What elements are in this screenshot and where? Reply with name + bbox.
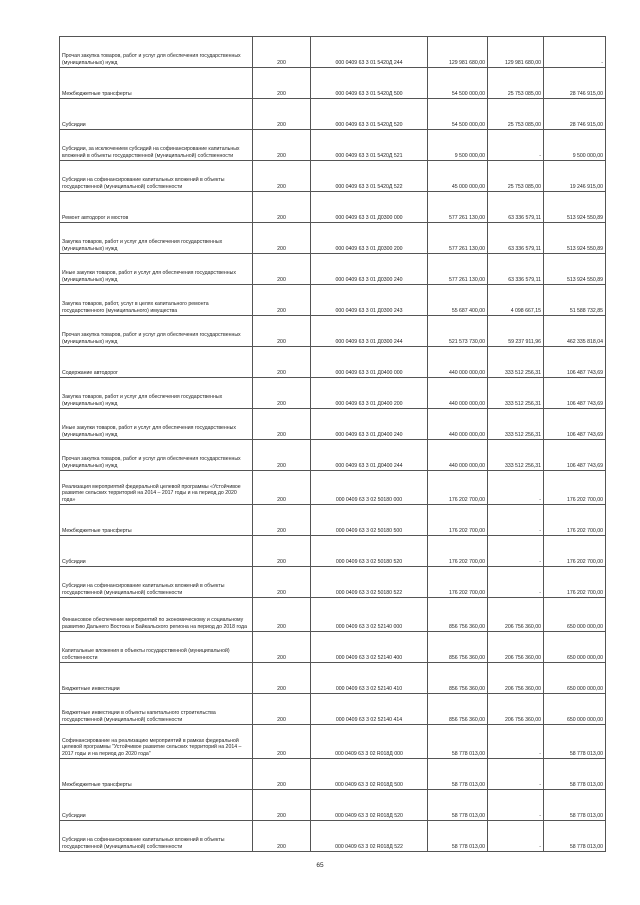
row-name: Закупка товаров, работ и услуг для обеспечения государственных (муниципальных) нужд [60,223,253,254]
row-unexecuted-amount: 58 778 013,00 [544,790,606,821]
row-code: 200 [253,471,311,505]
row-name: Бюджетные инвестиции [60,663,253,694]
table-row [60,347,606,378]
row-name: Софинансирование на реализацию мероприятий в рамках федеральной целевой программы "Устойчивое развитие сельских территорий на 2014 – 2017 годы и на период до 2020 года" [60,725,253,759]
table-row [60,790,606,821]
table-row [60,378,606,409]
table-row [60,505,606,536]
row-code: 200 [253,821,311,852]
row-approved-amount: 58 778 013,00 [428,821,488,852]
table-body [60,37,606,852]
table-row [60,725,606,759]
table-row [60,316,606,347]
row-classification-code: 000 0409 63 3 02 52140 414 [311,694,428,725]
row-executed-amount: - [488,790,544,821]
row-executed-amount: 333 512 256,31 [488,347,544,378]
row-approved-amount: 856 756 360,00 [428,694,488,725]
row-name: Прочая закупка товаров, работ и услуг для обеспечения государственных (муниципальных) нужд [60,316,253,347]
row-approved-amount: 54 500 000,00 [428,99,488,130]
row-unexecuted-amount: 650 000 000,00 [544,663,606,694]
row-executed-amount: - [488,536,544,567]
row-classification-code: 000 0409 63 3 02 R018Д 000 [311,725,428,759]
page-number: 65 [316,862,324,869]
row-name: Бюджетные инвестиции в объекты капитального строительства государственной (муниципальной) собственности [60,694,253,725]
row-executed-amount: - [488,505,544,536]
row-classification-code: 000 0409 63 3 01 Д0400 000 [311,347,428,378]
row-approved-amount: 58 778 013,00 [428,790,488,821]
row-code: 200 [253,223,311,254]
row-code: 200 [253,161,311,192]
row-executed-amount: 206 756 360,00 [488,663,544,694]
row-executed-amount: 25 753 085,00 [488,161,544,192]
row-executed-amount: 63 336 579,11 [488,192,544,223]
table-row [60,759,606,790]
row-approved-amount: 440 000 000,00 [428,440,488,471]
row-approved-amount: 440 000 000,00 [428,409,488,440]
row-classification-code: 000 0409 63 3 01 5420Д 521 [311,130,428,161]
row-code: 200 [253,316,311,347]
row-code: 200 [253,37,311,68]
row-code: 200 [253,567,311,598]
row-approved-amount: 577 261 130,00 [428,254,488,285]
row-classification-code: 000 0409 63 3 01 Д0300 200 [311,223,428,254]
row-approved-amount: 856 756 360,00 [428,598,488,632]
table-row [60,254,606,285]
budget-execution-table [59,36,606,852]
row-approved-amount: 9 500 000,00 [428,130,488,161]
row-code: 200 [253,759,311,790]
row-code: 200 [253,192,311,223]
row-executed-amount: - [488,759,544,790]
row-unexecuted-amount: 58 778 013,00 [544,759,606,790]
row-code: 200 [253,663,311,694]
row-approved-amount: 176 202 700,00 [428,567,488,598]
row-approved-amount: 176 202 700,00 [428,536,488,567]
row-executed-amount: 206 756 360,00 [488,598,544,632]
row-executed-amount: 63 336 579,11 [488,223,544,254]
row-name: Капитальные вложения в объекты государственной (муниципальной) собственности [60,632,253,663]
row-approved-amount: 440 000 000,00 [428,347,488,378]
row-code: 200 [253,598,311,632]
row-code: 200 [253,254,311,285]
row-classification-code: 000 0409 63 3 02 R018Д 500 [311,759,428,790]
row-classification-code: 000 0409 63 3 01 Д0300 000 [311,192,428,223]
row-unexecuted-amount: 19 246 915,00 [544,161,606,192]
row-code: 200 [253,440,311,471]
row-approved-amount: 45 000 000,00 [428,161,488,192]
row-code: 200 [253,347,311,378]
row-name: Финансовое обеспечение мероприятий по экономическому и социальному развитию Дальнего Востока и Байкальского региона на период до 2018 года [60,598,253,632]
row-approved-amount: 577 261 130,00 [428,192,488,223]
row-unexecuted-amount: 28 746 915,00 [544,99,606,130]
row-approved-amount: 58 778 013,00 [428,759,488,790]
row-executed-amount: 59 237 911,96 [488,316,544,347]
table-row [60,37,606,68]
row-executed-amount: 333 512 256,31 [488,409,544,440]
row-unexecuted-amount: 650 000 000,00 [544,694,606,725]
row-code: 200 [253,378,311,409]
row-approved-amount: 577 261 130,00 [428,223,488,254]
table-row [60,821,606,852]
row-executed-amount: 4 098 667,15 [488,285,544,316]
row-code: 200 [253,130,311,161]
row-unexecuted-amount: 51 588 732,85 [544,285,606,316]
row-classification-code: 000 0409 63 3 02 52140 400 [311,632,428,663]
row-name: Иные закупки товаров, работ и услуг для обеспечения государственных (муниципальных) нужд [60,254,253,285]
row-code: 200 [253,409,311,440]
row-code: 200 [253,68,311,99]
row-name: Субсидии [60,99,253,130]
row-unexecuted-amount: 513 924 550,89 [544,254,606,285]
table-row [60,632,606,663]
table-row [60,567,606,598]
row-unexecuted-amount: 176 202 700,00 [544,505,606,536]
row-executed-amount: 63 336 579,11 [488,254,544,285]
row-unexecuted-amount: 28 746 915,00 [544,68,606,99]
row-unexecuted-amount: 462 335 818,04 [544,316,606,347]
row-unexecuted-amount: 58 778 013,00 [544,821,606,852]
row-classification-code: 000 0409 63 3 01 Д0300 240 [311,254,428,285]
row-executed-amount: - [488,567,544,598]
row-unexecuted-amount: 650 000 000,00 [544,632,606,663]
table-row [60,409,606,440]
row-classification-code: 000 0409 63 3 02 50180 500 [311,505,428,536]
table-row [60,536,606,567]
row-executed-amount: 333 512 256,31 [488,440,544,471]
row-classification-code: 000 0409 63 3 01 5420Д 500 [311,68,428,99]
row-classification-code: 000 0409 63 3 01 5420Д 522 [311,161,428,192]
row-name: Межбюджетные трансферты [60,68,253,99]
row-name: Ремонт автодорог и мостов [60,192,253,223]
row-classification-code: 000 0409 63 3 01 Д0300 243 [311,285,428,316]
row-name: Межбюджетные трансферты [60,505,253,536]
row-unexecuted-amount: 176 202 700,00 [544,567,606,598]
row-name: Реализация мероприятий федеральной целевой программы «Устойчивое развитие сельских территорий на 2014 – 2017 годы и на период до 2020 года» [60,471,253,505]
row-classification-code: 000 0409 63 3 02 R018Д 522 [311,821,428,852]
row-name: Субсидии [60,790,253,821]
table-row [60,68,606,99]
row-code: 200 [253,99,311,130]
row-classification-code: 000 0409 63 3 02 50180 520 [311,536,428,567]
row-unexecuted-amount: - [544,37,606,68]
row-code: 200 [253,790,311,821]
row-unexecuted-amount: 106 487 743,69 [544,409,606,440]
row-name: Межбюджетные трансферты [60,759,253,790]
row-classification-code: 000 0409 63 3 01 Д0400 200 [311,378,428,409]
row-executed-amount: - [488,471,544,505]
row-name: Закупка товаров, работ и услуг для обеспечения государственных (муниципальных) нужд [60,378,253,409]
row-executed-amount: 25 753 085,00 [488,99,544,130]
row-approved-amount: 55 687 400,00 [428,285,488,316]
row-classification-code: 000 0409 63 3 01 Д0400 244 [311,440,428,471]
row-classification-code: 000 0409 63 3 02 R018Д 520 [311,790,428,821]
row-executed-amount: 333 512 256,31 [488,378,544,409]
table-row [60,285,606,316]
row-classification-code: 000 0409 63 3 02 52140 410 [311,663,428,694]
row-unexecuted-amount: 9 500 000,00 [544,130,606,161]
row-approved-amount: 521 573 730,00 [428,316,488,347]
row-classification-code: 000 0409 63 3 01 5420Д 244 [311,37,428,68]
table-row [60,663,606,694]
row-unexecuted-amount: 513 924 550,89 [544,192,606,223]
row-classification-code: 000 0409 63 3 02 50180 000 [311,471,428,505]
row-code: 200 [253,694,311,725]
table-row [60,440,606,471]
table-row [60,99,606,130]
table-row [60,130,606,161]
budget-table-page [59,36,605,852]
row-classification-code: 000 0409 63 3 02 50180 522 [311,567,428,598]
row-classification-code: 000 0409 63 3 01 5420Д 520 [311,99,428,130]
row-name: Содержание автодорог [60,347,253,378]
row-executed-amount: 206 756 360,00 [488,694,544,725]
row-approved-amount: 129 981 680,00 [428,37,488,68]
row-executed-amount: 206 756 360,00 [488,632,544,663]
row-unexecuted-amount: 106 487 743,69 [544,378,606,409]
row-unexecuted-amount: 176 202 700,00 [544,536,606,567]
row-name: Прочая закупка товаров, работ и услуг для обеспечения государственных (муниципальных) нужд [60,440,253,471]
row-executed-amount: 129 981 680,00 [488,37,544,68]
table-row [60,161,606,192]
row-unexecuted-amount: 650 000 000,00 [544,598,606,632]
table-row [60,223,606,254]
row-classification-code: 000 0409 63 3 01 Д0300 244 [311,316,428,347]
row-name: Прочая закупка товаров, работ и услуг для обеспечения государственных (муниципальных) нужд [60,37,253,68]
row-code: 200 [253,505,311,536]
row-approved-amount: 440 000 000,00 [428,378,488,409]
row-name: Закупка товаров, работ, услуг в целях капитального ремонта государственного (муниципального) имущества [60,285,253,316]
row-approved-amount: 54 500 000,00 [428,68,488,99]
row-code: 200 [253,285,311,316]
row-approved-amount: 176 202 700,00 [428,471,488,505]
row-code: 200 [253,536,311,567]
row-code: 200 [253,725,311,759]
table-row [60,471,606,505]
row-classification-code: 000 0409 63 3 01 Д0400 240 [311,409,428,440]
row-unexecuted-amount: 176 202 700,00 [544,471,606,505]
row-executed-amount: - [488,725,544,759]
table-row [60,192,606,223]
row-name: Субсидии, за исключением субсидий на софинансирование капитальных вложений в объекты государственной (муниципальной) собственности [60,130,253,161]
row-code: 200 [253,632,311,663]
row-name: Субсидии на софинансирование капитальных вложений в объекты государственной (муниципальной) собственности [60,567,253,598]
row-unexecuted-amount: 106 487 743,69 [544,440,606,471]
row-executed-amount: - [488,130,544,161]
table-row [60,694,606,725]
row-name: Иные закупки товаров, работ и услуг для обеспечения государственных (муниципальных) нужд [60,409,253,440]
row-classification-code: 000 0409 63 3 02 52140 000 [311,598,428,632]
row-executed-amount: - [488,821,544,852]
row-approved-amount: 856 756 360,00 [428,632,488,663]
row-name: Субсидии на софинансирование капитальных вложений в объекты государственной (муниципальной) собственности [60,821,253,852]
row-approved-amount: 176 202 700,00 [428,505,488,536]
row-unexecuted-amount: 513 924 550,89 [544,223,606,254]
row-unexecuted-amount: 58 778 013,00 [544,725,606,759]
row-approved-amount: 58 778 013,00 [428,725,488,759]
row-name: Субсидии на софинансирование капитальных вложений в объекты государственной (муниципальной) собственности [60,161,253,192]
row-approved-amount: 856 756 360,00 [428,663,488,694]
row-executed-amount: 25 753 085,00 [488,68,544,99]
table-row [60,598,606,632]
row-unexecuted-amount: 106 487 743,69 [544,347,606,378]
row-name: Субсидии [60,536,253,567]
